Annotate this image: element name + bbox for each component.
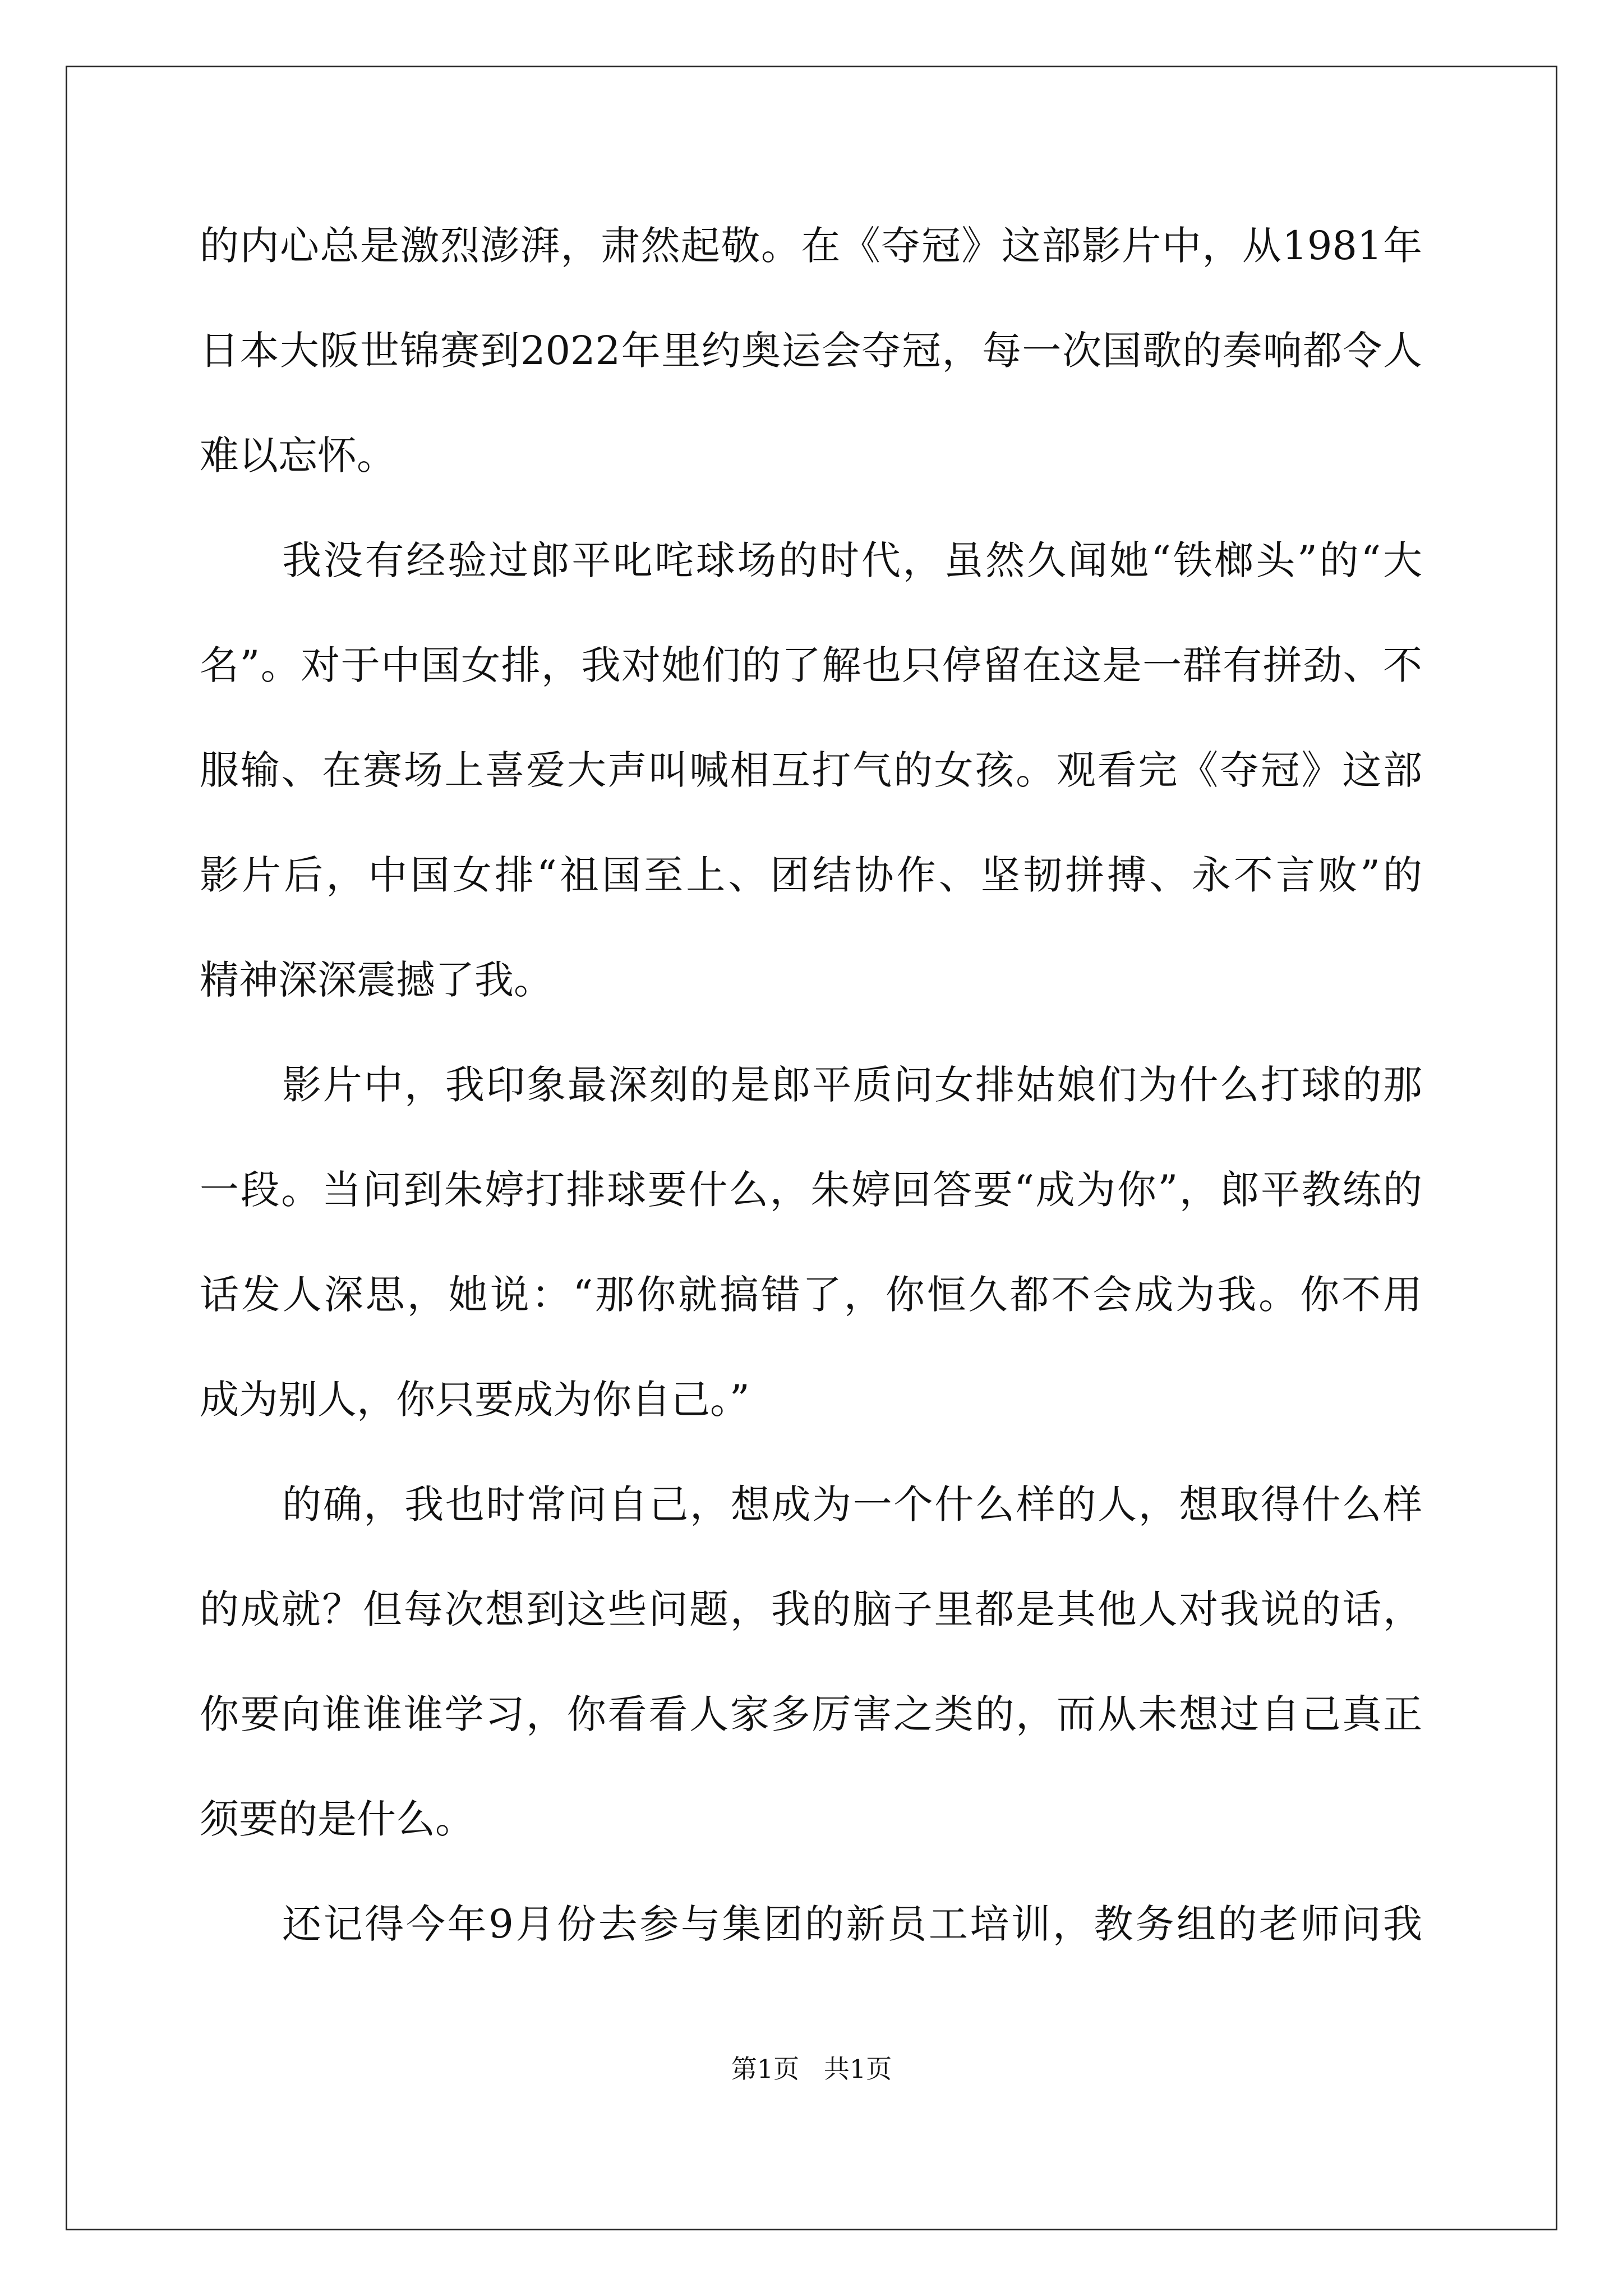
text-line: 影片后，中国女排“祖国至上、团结协作、坚韧拼搏、永不言败”的 bbox=[200, 852, 1422, 898]
text-line: 精神深深震撼了我。 bbox=[200, 957, 553, 1003]
text-line: 日本大阪世锦赛到2022年里约奥运会夺冠，每一次国歌的奏响都令人 bbox=[200, 328, 1422, 374]
document-body bbox=[200, 194, 1422, 1977]
text-line: 须要的是什么。 bbox=[200, 1796, 474, 1842]
text-line: 难以忘怀。 bbox=[200, 432, 396, 478]
text-line: 的确，我也时常问自己，想成为一个什么样的人，想取得什么样 bbox=[282, 1481, 1422, 1527]
text-line: 的成就？但每次想到这些问题，我的脑子里都是其他人对我说的话， bbox=[200, 1586, 1422, 1632]
text-line: 你要向谁谁谁学习，你看看人家多厉害之类的，而从未想过自己真正 bbox=[200, 1691, 1422, 1737]
text-line: 一段。当问到朱婷打排球要什么，朱婷回答要“成为你”，郎平教练的 bbox=[200, 1167, 1422, 1213]
text-line: 成为别人，你只要成为你自己。” bbox=[200, 1377, 750, 1423]
text-line: 话发人深思，她说：“那你就搞错了，你恒久都不会成为我。你不用 bbox=[200, 1272, 1422, 1318]
text-line: 名”。对于中国女排，我对她们的了解也只停留在这是一群有拼劲、不 bbox=[200, 642, 1422, 688]
text-line: 影片中，我印象最深刻的是郎平质问女排姑娘们为什么打球的那 bbox=[282, 1062, 1422, 1108]
text-line: 的内心总是激烈澎湃，肃然起敬。在《夺冠》这部影片中，从1981年 bbox=[200, 223, 1422, 269]
text-line: 还记得今年9月份去参与集团的新员工培训，教务组的老师问我 bbox=[282, 1901, 1422, 1947]
text-line: 服输、在赛场上喜爱大声叫喊相互打气的女孩。观看完《夺冠》这部 bbox=[200, 747, 1422, 793]
page-footer: 第1页 共1页 bbox=[731, 2054, 892, 2084]
text-line: 我没有经验过郎平叱咤球场的时代，虽然久闻她“铁榔头”的“大 bbox=[282, 537, 1422, 583]
